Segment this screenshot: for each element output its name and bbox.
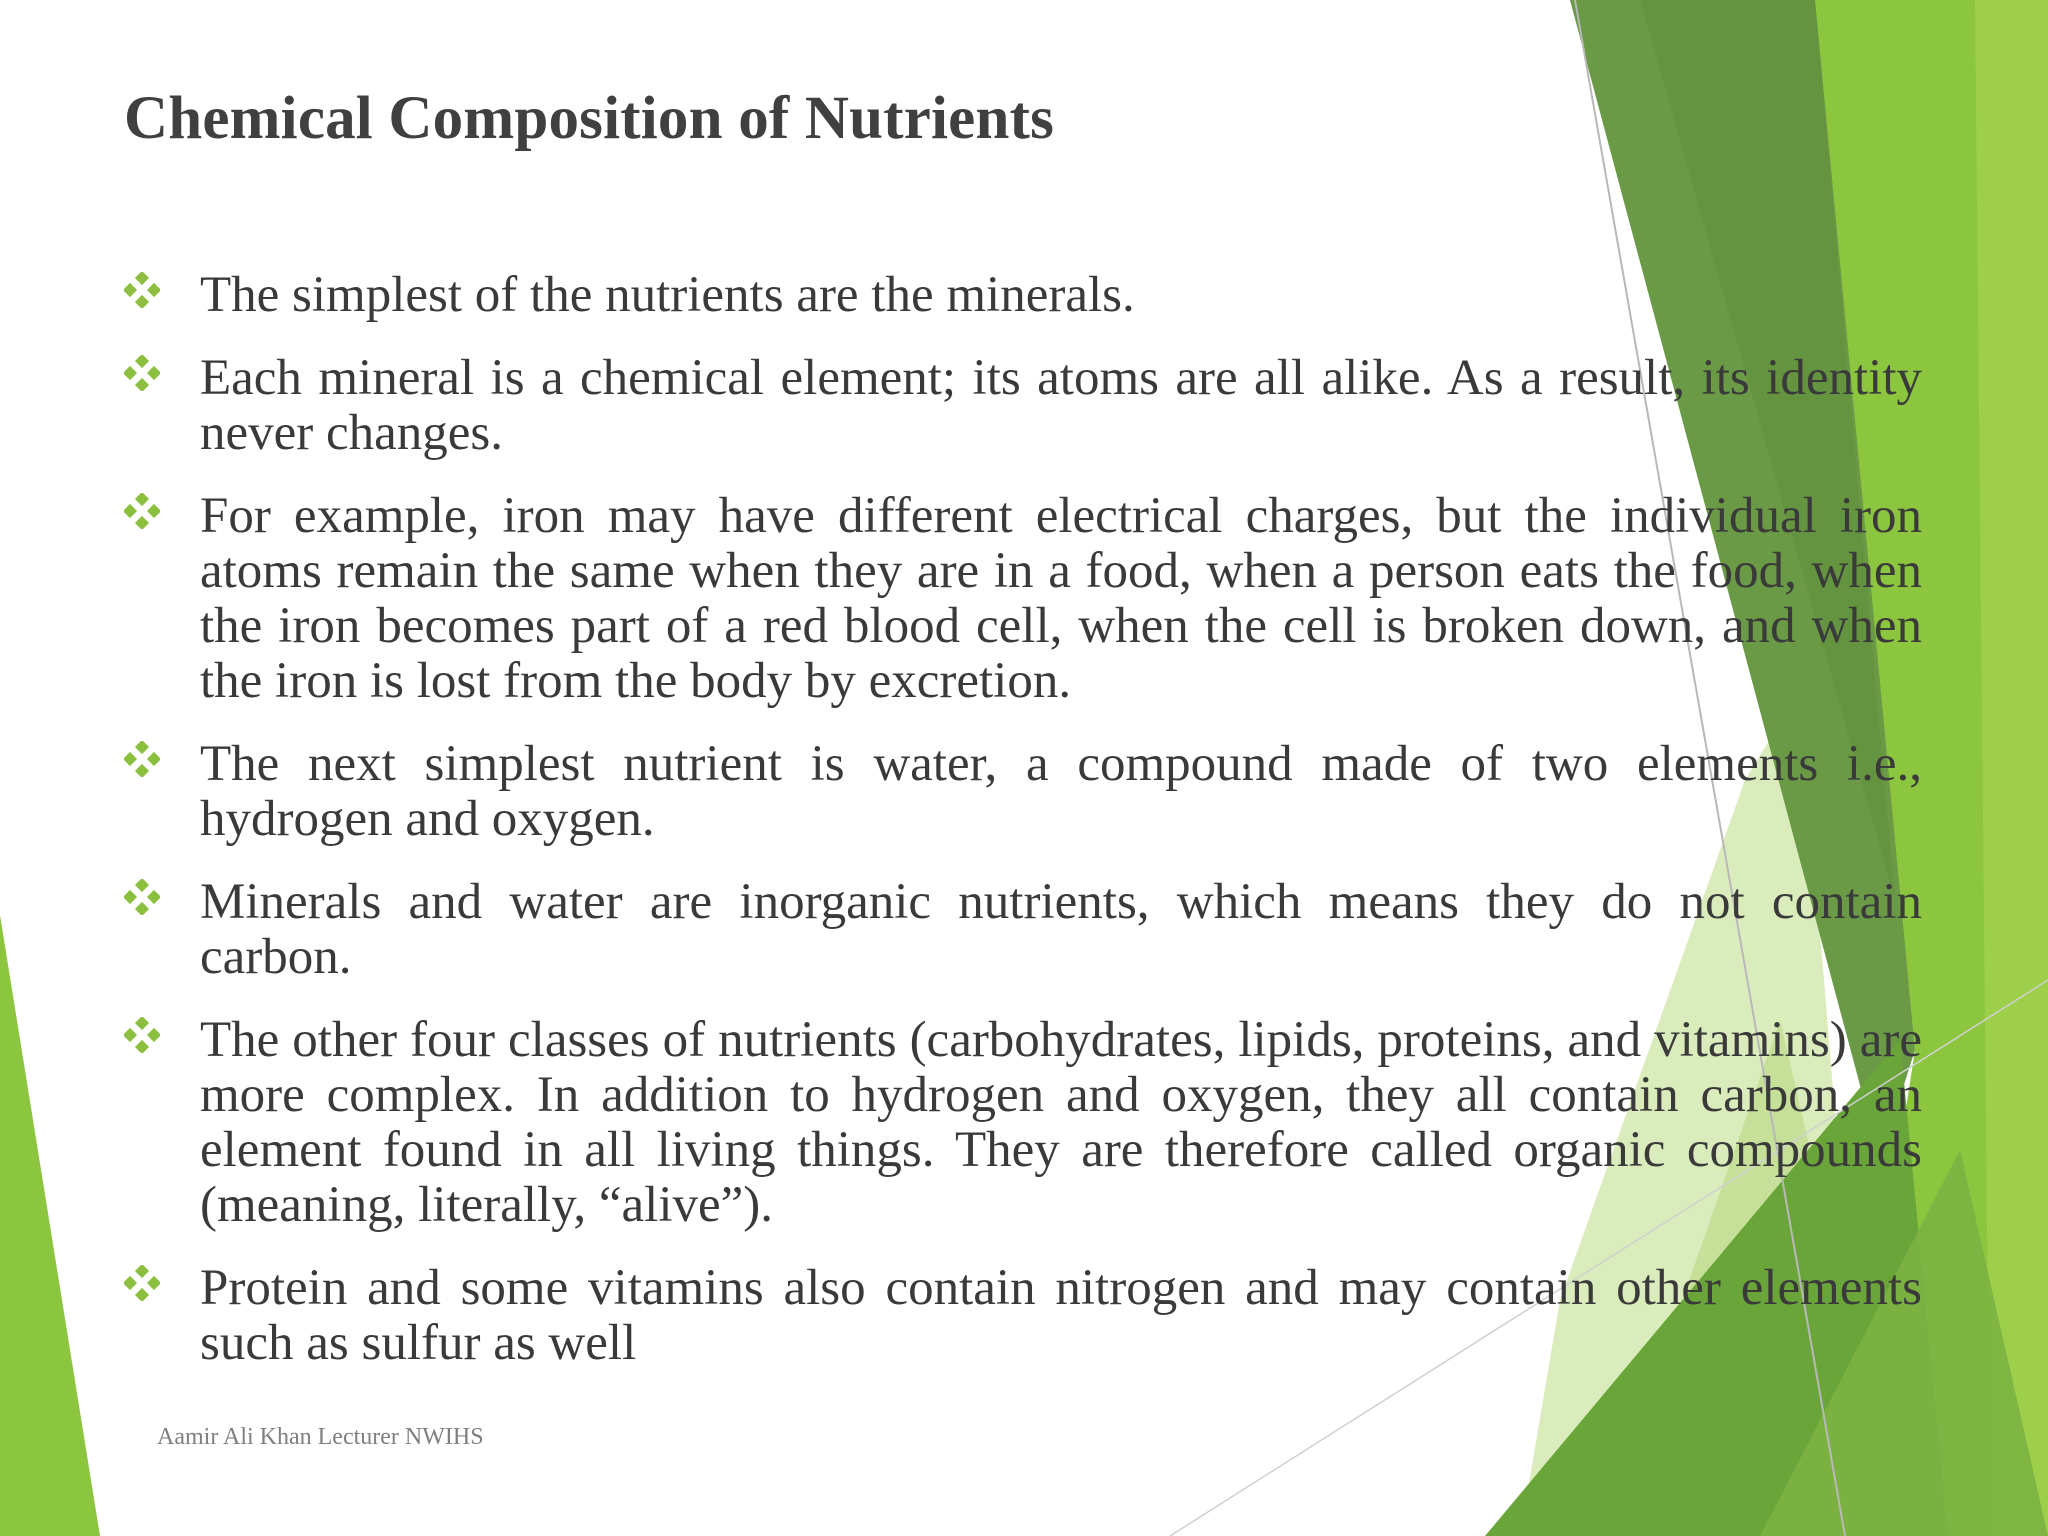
bullet-text: The simplest of the nutrients are the minerals. (200, 267, 1135, 323)
list-item (124, 875, 1922, 985)
four-diamond-icon (124, 1261, 200, 1306)
bullet-list (124, 268, 1922, 1399)
list-item (124, 1261, 1922, 1371)
bullet-text: The other four classes of nutrients (carbohydrates, lipids, proteins, and vitamins) are more complex. In addition to hydrogen and oxygen, they all contain carbon, an element found in all living things. They are therefore called organic compounds (meaning, literally, “alive”). (200, 1012, 1922, 1233)
four-diamond-icon (124, 489, 200, 534)
list-item (124, 489, 1922, 709)
list-item (124, 351, 1922, 461)
bullet-text: For example, iron may have different electrical charges, but the individual iron atoms remain the same when they are in a food, when a person eats the food, when the iron becomes part of a red blood cell, when the cell is broken down, and when the iron is lost from the body by excretion. (200, 488, 1922, 709)
slide-title: Chemical Composition of Nutrients (124, 85, 1055, 152)
four-diamond-icon (124, 268, 200, 313)
list-item (124, 1013, 1922, 1233)
four-diamond-icon (124, 351, 200, 396)
list-item (124, 268, 1922, 323)
bullet-text: Each mineral is a chemical element; its atoms are all alike. As a result, its identity never changes. (200, 350, 1922, 461)
four-diamond-icon (124, 1013, 200, 1058)
footer-author: Aamir Ali Khan Lecturer NWIHS (157, 1424, 484, 1450)
four-diamond-icon (124, 875, 200, 920)
four-diamond-icon (124, 737, 200, 782)
list-item (124, 737, 1922, 847)
bullet-text: Minerals and water are inorganic nutrients, which means they do not contain carbon. (200, 874, 1922, 985)
bullet-text: Protein and some vitamins also contain nitrogen and may contain other elements such as sulfur as well (200, 1260, 1922, 1371)
bullet-text: The next simplest nutrient is water, a compound made of two elements i.e., hydrogen and oxygen. (200, 736, 1922, 847)
